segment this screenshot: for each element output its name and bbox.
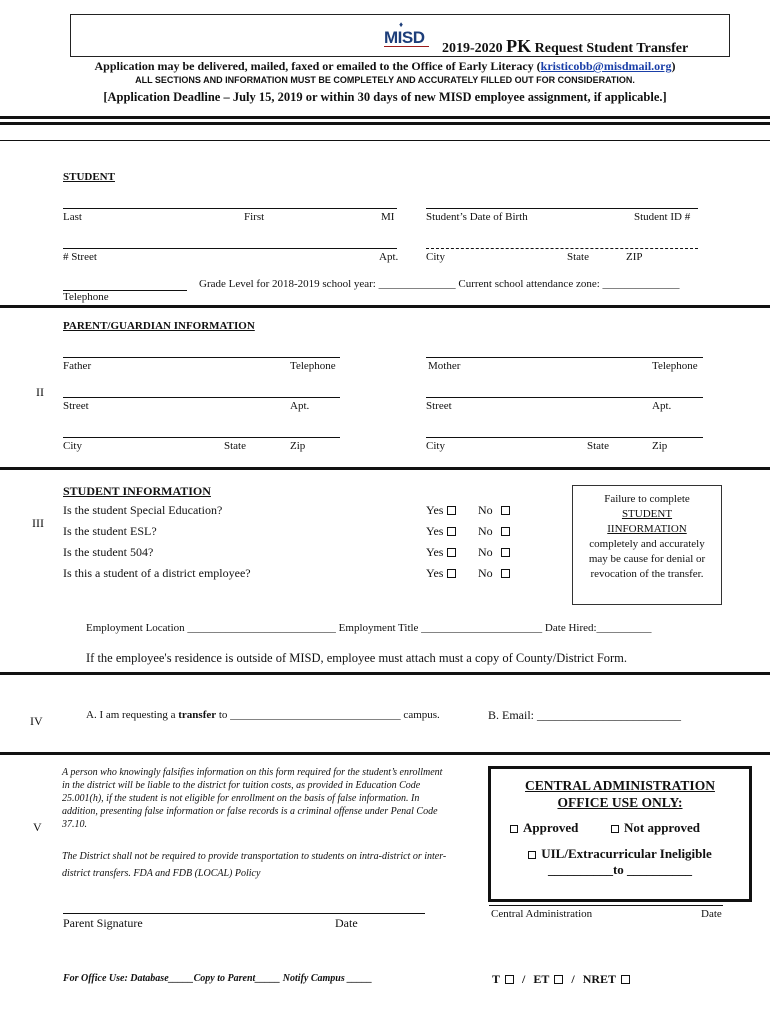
checkbox-icon[interactable] [447, 527, 456, 536]
mother-state-label: State [587, 440, 609, 452]
central-admin-line[interactable] [489, 905, 723, 906]
mother-street-label: Street [426, 400, 452, 412]
checkbox-icon[interactable] [554, 975, 563, 984]
checkbox-icon[interactable] [528, 851, 536, 859]
father-label: Father [63, 360, 92, 372]
telephone-label: Telephone [63, 291, 109, 303]
mother-apt-label: Apt. [652, 400, 672, 412]
logo-figure-icon: ♦ [399, 20, 403, 29]
completeness-notice: ALL SECTIONS AND INFORMATION MUST BE COMPLETELY AND ACCURATELY FILLED OUT FOR CONSIDERATION. [135, 75, 635, 85]
parent-heading: PARENT/GUARDIAN INFORMATION [63, 320, 255, 332]
section-number: V [33, 820, 42, 834]
checkbox-icon[interactable] [501, 506, 510, 515]
checkbox-icon[interactable] [510, 825, 518, 833]
divider [0, 122, 770, 125]
office-use-footer[interactable]: For Office Use: Database_____Copy to Parent_____ Notify Campus _____ [63, 973, 373, 984]
checkbox-icon[interactable] [447, 569, 456, 578]
first-label: First [244, 211, 265, 223]
state-label: State [567, 251, 589, 263]
section-number: IV [30, 714, 43, 728]
dob-line[interactable] [426, 208, 698, 209]
no-option[interactable]: No [478, 524, 510, 539]
grade-level-field[interactable]: Grade Level for 2018-2019 school year: ______________ Current school attendance zone: ______________ [199, 278, 680, 290]
divider [0, 305, 770, 308]
email-link[interactable]: kristicobb@misdmail.org [540, 59, 672, 73]
no-option[interactable]: No [478, 545, 510, 560]
checkbox-icon[interactable] [621, 975, 630, 984]
submission-instructions: Application may be delivered, mailed, faxed or emailed to the Office of Early Literacy (kristicobb@misdmail.org) [94, 59, 676, 73]
mother-city-label: City [426, 440, 445, 452]
yes-option[interactable]: Yes [426, 545, 456, 560]
misd-logo: ♦ MISD [384, 28, 425, 48]
checkbox-icon[interactable] [447, 548, 456, 557]
student-id-label: Student ID # [634, 211, 691, 223]
mother-telephone-label: Telephone [652, 360, 698, 372]
uil-dates[interactable]: __________to __________ [547, 862, 693, 877]
student-heading: STUDENT [63, 171, 115, 183]
street-line[interactable] [63, 248, 397, 249]
approved-option[interactable]: Approved [510, 820, 578, 836]
office-use-title: CENTRAL ADMINISTRATION OFFICE USE ONLY: [525, 778, 715, 810]
form-title: 2019-2020 PK Request Student Transfer [442, 36, 689, 56]
divider [0, 467, 770, 470]
central-admin-date-label: Date [701, 908, 722, 920]
falsification-warning: A person who knowingly falsifies information on this form required for the student’s enrollment in the district will be liable to the district for tuition costs, as provided in Education Code 25.001(h), if the student is not eligible for enrollment on the basis of false information. In addition, presenting false information or false records is a criminal offense under Penal Code 37.10. [62, 767, 443, 830]
father-street-line[interactable] [63, 397, 340, 398]
central-admin-label: Central Administration [491, 908, 593, 920]
employment-fields[interactable]: Employment Location ___________________________ Employment Title ______________________ Date Hired:__________ [86, 622, 652, 634]
father-state-label: State [224, 440, 246, 452]
divider [0, 672, 770, 675]
no-option[interactable]: No [478, 566, 510, 581]
parent-signature-label: Parent Signature [63, 916, 143, 930]
deadline-notice: [Application Deadline – July 15, 2019 or within 30 days of new MISD employee assignment, if applicable.] [103, 90, 667, 104]
mother-city-line[interactable] [426, 437, 703, 438]
yes-option[interactable]: Yes [426, 566, 456, 581]
mother-street-line[interactable] [426, 397, 703, 398]
father-telephone-label: Telephone [290, 360, 336, 372]
transfer-request-field[interactable]: A. I am requesting a transfer to _______________________________ campus. [86, 709, 440, 721]
student-info-heading: STUDENT INFORMATION [63, 484, 211, 498]
warning-note-box: Failure to complete STUDENT IINFORMATION completely and accurately may be cause for denial or revocation of the transfer. [572, 485, 722, 605]
divider [0, 752, 770, 755]
no-option[interactable]: No [478, 503, 510, 518]
checkbox-icon[interactable] [611, 825, 619, 833]
question-504: Is the student 504? [63, 545, 154, 559]
divider [0, 116, 770, 119]
city-line[interactable] [426, 248, 698, 249]
zip-label: ZIP [626, 251, 643, 263]
signature-line[interactable] [63, 913, 425, 914]
name-line[interactable] [63, 208, 397, 209]
father-line[interactable] [63, 357, 340, 358]
father-city-label: City [63, 440, 82, 452]
mi-label: MI [381, 211, 395, 223]
father-city-line[interactable] [63, 437, 340, 438]
checkbox-icon[interactable] [501, 569, 510, 578]
yes-option[interactable]: Yes [426, 524, 456, 539]
divider [0, 140, 770, 141]
checkbox-icon[interactable] [501, 548, 510, 557]
dob-label: Student’s Date of Birth [426, 211, 528, 223]
apt-label: Apt. [379, 251, 399, 263]
mother-zip-label: Zip [652, 440, 668, 452]
checkbox-icon[interactable] [501, 527, 510, 536]
signature-date-label: Date [335, 916, 358, 930]
mother-line[interactable] [426, 357, 703, 358]
residence-note: If the employee's residence is outside of MISD, employee must attach must a copy of County/District Form. [86, 651, 628, 665]
section-number: III [32, 516, 44, 530]
yes-option[interactable]: Yes [426, 503, 456, 518]
father-street-label: Street [63, 400, 89, 412]
question-esl: Is the student ESL? [63, 524, 157, 538]
email-field[interactable]: B. Email: ________________________ [488, 708, 681, 722]
transfer-type-options[interactable]: T / ET / NRET [492, 972, 630, 987]
checkbox-icon[interactable] [505, 975, 514, 984]
street-label: # Street [63, 251, 97, 263]
uil-option[interactable]: UIL/Extracurricular Ineligible [488, 846, 752, 862]
question-employee: Is this a student of a district employee? [63, 566, 251, 580]
last-label: Last [63, 211, 82, 223]
transportation-note: The District shall not be required to provide transportation to students on intra-district or inter-district transfers. FDA and FDB (LOCAL) Policy [62, 851, 447, 879]
not-approved-option[interactable]: Not approved [611, 820, 700, 836]
question-special-ed: Is the student Special Education? [63, 503, 223, 517]
father-zip-label: Zip [290, 440, 306, 452]
mother-label: Mother [428, 360, 461, 372]
checkbox-icon[interactable] [447, 506, 456, 515]
city-label: City [426, 251, 445, 263]
father-apt-label: Apt. [290, 400, 310, 412]
section-number: II [36, 385, 44, 399]
